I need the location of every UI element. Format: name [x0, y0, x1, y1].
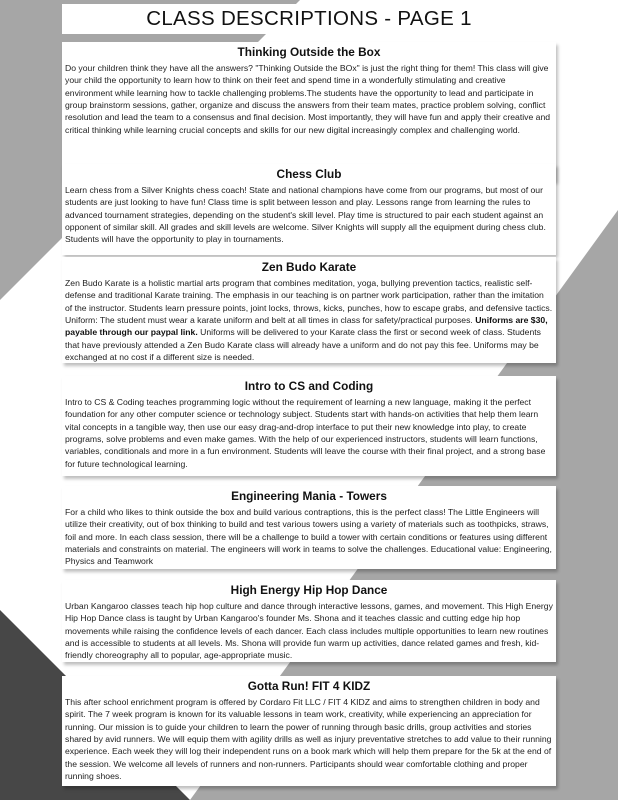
section-body: Urban Kangaroo classes teach hip hop culture and dance through interactive lessons, games, and movement. This High Energy Hip Hop Dance class is taught by Urban Kangaroo's founder Ms. Shona and it teaches classic and cutting edge hip hop movements while raising the confidence levels of each dancer. Each class includes multiple opportunities to learn new routines and is accessible to students at all levels. Ms. Shona will provide fun warm up activities, dance related games and fresh, kid-friendly choreography all to popular, age-appropriate music. — [65, 601, 553, 661]
section-title: Intro to CS and Coding — [244, 379, 374, 393]
section-body: Learn chess from a Silver Knights chess coach! State and national champions have come from our programs, but most of our students are just looking to have fun! Class time is split between lesson and play. Lessons range from learning the rules to advanced tournament strategies, depending on the student's skill level. Play time is structured to pair each student against an opponent of similar skill. All grades and skill levels are welcome. Silver Knights will supply all the equipment during chess club. Students will have the opportunity to play in tournaments. — [65, 185, 546, 245]
section-title: Zen Budo Karate — [261, 260, 357, 274]
section-chess-club — [62, 164, 556, 255]
section-body — [65, 277, 553, 363]
section-title: Chess Club — [276, 167, 342, 181]
section-title: Engineering Mania - Towers — [231, 489, 387, 503]
uniform-fee-notice: Uniforms are $30, payable through our paypal link. — [65, 315, 548, 338]
section-gotta-run-fit-4-kidz — [62, 676, 556, 786]
section-title: Thinking Outside the Box — [237, 45, 381, 59]
section-body: Do your children think they have all the answers? "Thinking Outside the BOx" is just the right thing for them! This class will give your child the opportunity to learn how to think on their feet and spend time in a wonderfully stimulating and creative environment while learning how to tackle challenging problems.The students have the opportunity to lead and participate in group brainstorm sessions, gather, organize and discuss the answers from their team mates, practice problem solving, conflict resolution and lead the team to a consensus and final decision. Most importantly, they will have fun and apply their creative and critical thinking while learning crucial concepts and skills for our new digital increasingly complex and challenging world. — [65, 63, 551, 135]
section-body: For a child who likes to think outside the box and build various contraptions, this is the perfect class! The Little Engineers will utilize their creativity, out of box thinking to build and test various towers using a variety of materials such as toothpicks, straws, foil and more. In each class session, there will be a challenge to build a tower with certain conditions or features using different materials and constraints on material. The engineers will work in teams to solve the challenges. Educational value: Engineering, Physics and Teamwork — [65, 507, 552, 567]
section-body: Intro to CS & Coding teaches programming logic without the requirement of learning a new language, making it the perfect foundation for any other computer science or technology subject. Students start with hands-on activities that help them learn vital concepts in a tangible way, then use our easy drag-and-drop interface to put their new knowledge into play, to create programs, solve problems and even make games. With the help of our experienced instructors, students will learn functions, variables, conditionals and more in a fun environment. Students will leave the course with their final project, and a strong base for future technological learning. — [65, 397, 546, 469]
section-intro-to-cs-and-coding — [62, 376, 556, 476]
section-body-text: Zen Budo Karate is a holistic martial arts program that combines meditation, yoga, bullying prevention tactics, realistic self-defense and traditional Karate training. The emphasis in our teaching is on partner work participation, rather than the imitation of the instructor. Students learn pressure points, joint locks, throws, kicks, punches, how to escape grabs, and defensive tactics. Uniform: The student must wear a karate uniform and belt at all times in class for safety/practical purposes. — [65, 278, 553, 326]
section-zen-budo-karate — [62, 257, 556, 363]
section-title: Gotta Run! FIT 4 KIDZ — [247, 679, 371, 693]
section-title: High Energy Hip Hop Dance — [230, 583, 388, 597]
section-high-energy-hip-hop-dance — [62, 580, 556, 662]
section-body-text: Uniforms will be delivered to your Karate class the first or second week of class. Students that have previously attended a Zen Budo Karate class will already have a uniform and do not pay this fee. Uniforms may be exchanged at no cost if a different size is needed. — [65, 327, 541, 363]
section-thinking-outside-the-box — [62, 42, 556, 181]
page-title: CLASS DESCRIPTIONS - PAGE 1 — [62, 4, 556, 34]
section-body: This after school enrichment program is offered by Cordaro Fit LLC / FIT 4 KIDZ and aims to strengthen children in body and spirit. The 7 week program is known for its valuable lessons in team work, creativity, while experiencing an appreciation for running. Our mission is to guide your children to learn the power of running through basic drills, group activities and stories shared by avid runners. We will equip them with agility drills as well as injury preventative stretches to add value to their running experience. Each week they will log their independent runs on a book mark which will help them prepare for the 5k at the end of the session. We welcome all levels of runners and non-runners. Participants should wear comfortable clothing and proper running shoes. — [65, 697, 552, 782]
section-engineering-mania-towers — [62, 486, 556, 569]
